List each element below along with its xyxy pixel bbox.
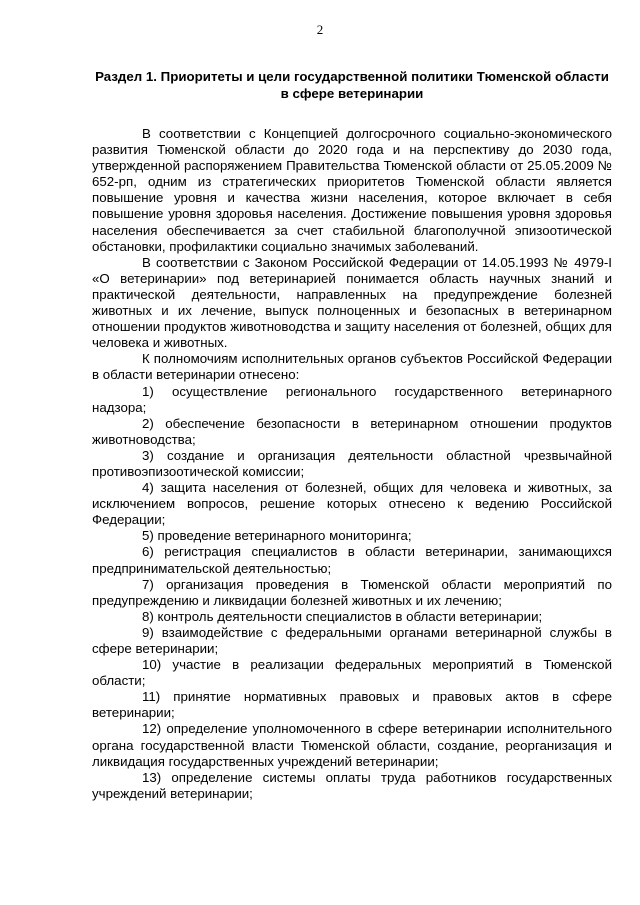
list-item: 7) организация проведения в Тюменской области мероприятий по предупреждению и ликвидации болезней животных и их лечению; (92, 576, 612, 608)
list-item: 11) принятие нормативных правовых и правовых актов в сфере ветеринарии; (92, 689, 612, 721)
paragraph: В соответствии с Концепцией долгосрочного социально-экономического развития Тюменской области до 2020 года и на перспективу до 2030 года, утвержденной распоряжением Правительства Тюменской области от 25.05.2009 № 652-рп, одним из стратегических приоритетов Тюменской области является повышение уровня и качества жизни населения, которое включает в себя повышение уровня здоровья населения. Достижение повышения уровня здоровья населения обеспечивается за счет стабильной благополучной эпизоотической обстановки, профилактики социально значимых заболеваний. (92, 126, 612, 254)
list-item: 3) создание и организация деятельности областной чрезвычайной противоэпизоотической комиссии; (92, 447, 612, 479)
list-item: 2) обеспечение безопасности в ветеринарном отношении продуктов животноводства; (92, 415, 612, 447)
list-item: 8) контроль деятельности специалистов в области ветеринарии; (142, 608, 543, 624)
section-title: Раздел 1. Приоритеты и цели государственной политики Тюменской области в сфере ветеринарии (95, 69, 609, 101)
page-number: 2 (316, 22, 324, 37)
list-item: 13) определение системы оплаты труда работников государственных учреждений ветеринарии; (92, 769, 612, 801)
document-body (92, 68, 612, 802)
list-item: 1) осуществление регионального государственного ветеринарного надзора; (92, 383, 612, 415)
list-item: 12) определение уполномоченного в сфере ветеринарии исполнительного органа государственной власти Тюменской области, создание, реорганизация и ликвидация государственных учреждений ветеринарии; (92, 721, 612, 769)
paragraph: К полномочиям исполнительных органов субъектов Российской Федерации в области ветеринарии отнесено: (92, 351, 612, 383)
list-item: 9) взаимодействие с федеральными органами ветеринарной службы в сфере ветеринарии; (92, 624, 612, 656)
list-item: 6) регистрация специалистов в области ветеринарии, занимающихся предпринимательской деятельностью; (92, 544, 612, 576)
paragraph: В соответствии с Законом Российской Федерации от 14.05.1993 № 4979-I «О ветеринарии» под ветеринарией понимается область научных знаний и практической деятельности, направленных на предупреждение болезней животных и их лечение, выпуск полноценных и безопасных в ветеринарном отношении продуктов животноводства и защиту населения от болезней, общих для человека и животных. (92, 254, 612, 351)
list-item: 10) участие в реализации федеральных мероприятий в Тюменской области; (92, 657, 612, 689)
list-item: 4) защита населения от болезней, общих для человека и животных, за исключением вопросов, решение которых отнесено к ведению Российской Федерации; (92, 480, 612, 528)
list-item: 5) проведение ветеринарного мониторинга; (142, 528, 412, 544)
